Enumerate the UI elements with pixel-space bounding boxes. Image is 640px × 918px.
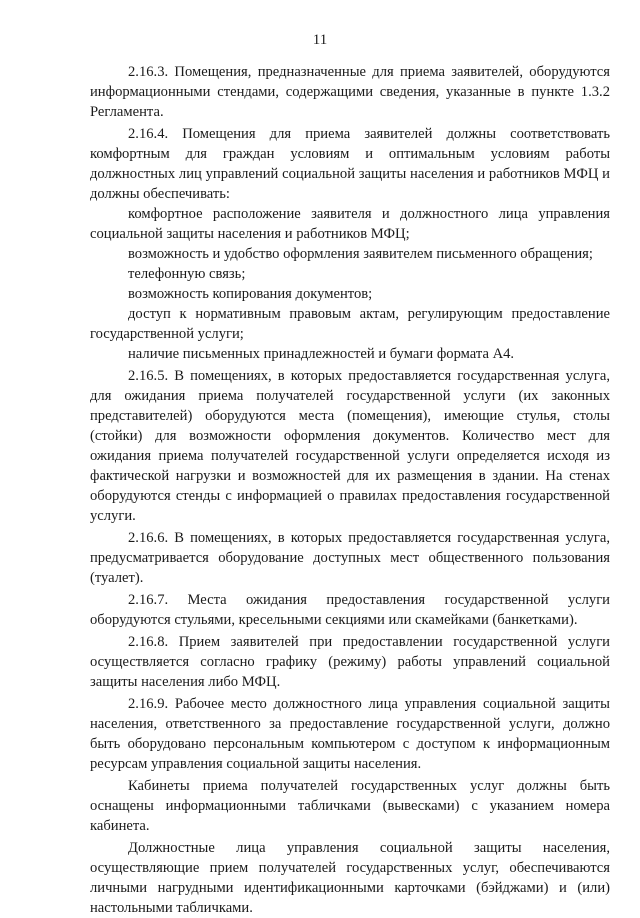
list-item-phone: телефонную связь; [128, 266, 246, 282]
page-number: 11 [312, 32, 328, 48]
paragraph-2-16-4: 2.16.4. Помещения для приема заявителей должны соответствовать комфортным для граждан условиям и оптимальным условиям работы должностных лиц управлений социальной защиты населения и работников МФЦ и должны обеспечивать: [90, 126, 610, 202]
paragraph-2-16-7: 2.16.7. Места ожидания предоставления государственной услуги оборудуются стульями, кресельными секциями или скамейками (банкетками). [90, 592, 610, 628]
paragraph-cabinets: Кабинеты приема получателей государственных услуг должны быть оснащены информационными табличками (вывесками) с указанием номера кабинета. [90, 778, 610, 834]
document-body [90, 62, 610, 918]
paragraph-2-16-5: 2.16.5. В помещениях, в которых предоставляется государственная услуга, для ожидания приема получателей государственной услуги (их законных представителей) оборудуются места (помещения), имеющие стулья, столы (стойки) для возможности оформления документов. Количество мест для ожидания приема получателей государственной услуги определяется исходя из фактической нагрузки и возможностей для их размещения в здании. На стенах оборудуются стенды с информацией о правилах предоставления государственной услуги. [90, 368, 610, 524]
list-item-stationery: наличие письменных принадлежностей и бумаги формата А4. [128, 346, 515, 362]
paragraph-officials: Должностные лица управления социальной защиты населения, осуществляющие прием получателей государственных услуг, обеспечиваются личными нагрудными идентификационными карточками (бэйджами) и (или) настольными табличками. [90, 840, 610, 916]
list-item-legal-acts: доступ к нормативным правовым актам, регулирующим предоставление государственной услуги; [90, 306, 610, 342]
paragraph-2-16-8: 2.16.8. Прием заявителей при предоставлении государственной услуги осуществляется согласно графику (режиму) работы управлений социальной защиты населения либо МФЦ. [90, 634, 610, 690]
paragraph-2-16-3: 2.16.3. Помещения, предназначенные для приема заявителей, оборудуются информационными стендами, содержащими сведения, указанные в пункте 1.3.2 Регламента. [90, 64, 610, 120]
paragraph-2-16-9: 2.16.9. Рабочее место должностного лица управления социальной защиты населения, ответственного за предоставление государственной услуги, должно быть оборудовано персональным компьютером с доступом к информационным ресурсам управления социальной защиты населения. [90, 696, 610, 772]
list-item-comfortable-placement: комфортное расположение заявителя и должностного лица управления социальной защиты населения и работников МФЦ; [90, 206, 610, 242]
list-item-copying: возможность копирования документов; [128, 286, 373, 302]
list-item-written-request: возможность и удобство оформления заявителем письменного обращения; [128, 246, 593, 262]
paragraph-2-16-6: 2.16.6. В помещениях, в которых предоставляется государственная услуга, предусматривается оборудование доступных мест общественного пользования (туалет). [90, 530, 610, 586]
